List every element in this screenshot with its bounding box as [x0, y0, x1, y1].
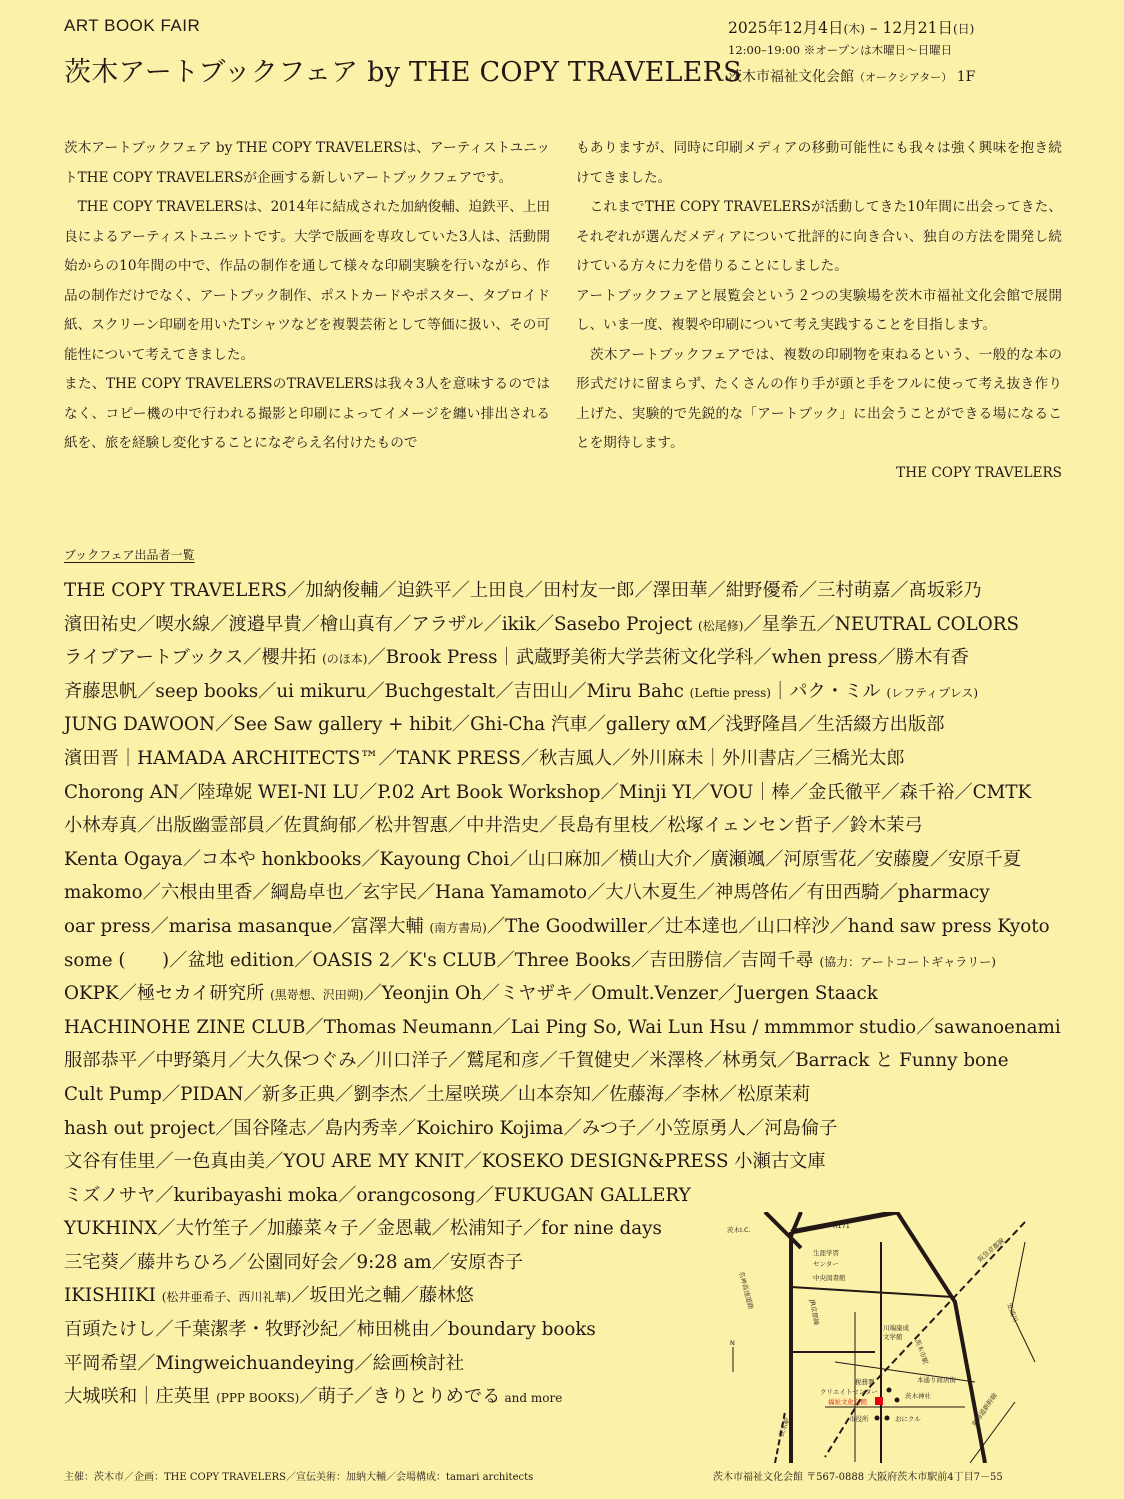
intro-paragraph: もありますが、同時に印刷メディアの移動可能性にも我々は強く興味を抱き続けてきました。	[576, 140, 1062, 186]
date-separator: –	[869, 19, 878, 37]
map-label-expwy: 名神高速道路	[737, 1270, 755, 1311]
intro-paragraph: THE COPY TRAVELERSは、2014年に結成された加納俊輔、迫鉄平、上田良によるアーティストユニットです。大学で版画を専攻していた3人は、活動開始からの10年間の中で、作品の制作を通して様々な印刷実験を行いながら、作品の制作だけでなく、アートブック制作、ポストカードやポスター、タブロイド紙、スクリーン印刷を用いたTシャツなどを複製芸術として等価に扱い、その可能性について考えてきました。	[64, 199, 550, 363]
exhibitor-text: ｜パク・ミル	[770, 680, 887, 702]
intro-paragraph: 茨木アートブックフェアでは、複数の印刷物を束ねるという、一般的な本の形式だけに留まらず、たくさんの作り手が頭と手をフルに使って考え抜き作り上げた、実験的で先鋭的な「アートブック」に出会うことができる場になることを期待します。	[576, 346, 1062, 451]
exhibitor-text: makomo／六根由里香／綱島卓也／玄宇民／Hana Yamamoto／大八木夏生／神馬啓佑／有田西騎／pharmacy	[64, 882, 990, 904]
exhibitor-text: (松井亜希子、西川礼華)	[161, 1290, 292, 1305]
exhibitor-text: 濱田祐史／喫水線／渡邉早貴／檜山真有／アラザル／ikik／Sasebo Project	[64, 613, 699, 635]
exhibitor-text: HACHINOHE ZINE CLUB／Thomas Neumann／Lai Ping So, Wai Lun Hsu / mmmmor studio／sawanoenami	[64, 1016, 1061, 1038]
start-weekday: (木)	[843, 22, 865, 36]
exhibitor-text: (協力：アートコートギャラリー)	[819, 954, 996, 969]
exhibitor-text: (松尾修)	[698, 618, 744, 633]
map-label-ic: 茨木I.C.	[727, 1226, 751, 1234]
exhibitor-text: Cult Pump／PIDAN／新多正典／劉李杰／土屋咲瑛／山本奈知／佐藤海／李林／松原茉莉	[64, 1083, 811, 1105]
exhibitor-text: Kenta Ogaya／コ本や honkbooks／Kayoung Choi／山口麻加／横山大介／廣瀬颯／河原雪花／安藤慶／安原千夏	[64, 848, 1022, 870]
exhibitor-line	[64, 744, 1074, 778]
map-label-north: N	[730, 1339, 735, 1347]
map-label-okuru: おにクル	[895, 1415, 921, 1423]
exhibitor-line	[64, 912, 1074, 946]
intro-column-right	[576, 134, 1062, 488]
exhibitor-line	[64, 979, 1074, 1013]
exhibitor-line	[64, 710, 1074, 744]
and-more-note: and more	[504, 1391, 563, 1406]
exhibitor-text: 三宅葵／藤井ちひろ／公園同好会／9:28 am／安原杏子	[64, 1251, 524, 1273]
map-label-library: 中央図書館	[813, 1274, 846, 1282]
exhibitor-text: ／星拳五／NEUTRAL COLORS	[743, 613, 1020, 635]
exhibitor-text: 斉藤思帆／seep books／ui mikuru／Buchgestalt／吉田山／Miru Bahc	[64, 680, 690, 702]
map-label-shrine: 茨木神社	[905, 1392, 931, 1400]
address-detail: 〒567-0888 大阪府茨木市駅前4丁目7－55	[806, 1472, 1003, 1483]
map-label-create: クリエイトセンター	[820, 1388, 878, 1396]
access-map	[725, 1212, 1036, 1463]
footer-address	[713, 1468, 1003, 1483]
exhibitor-line	[64, 878, 1074, 912]
map-label-venue: 福祉文化会館	[828, 1398, 867, 1406]
map-dot-cityhall	[875, 1416, 880, 1421]
exhibitor-text: 濱田晋｜HAMADA ARCHITECTS™／TANK PRESS／秋吉風人／外川麻未｜外川書店／三橋光太郎	[64, 747, 905, 769]
date-start: 2025年12月4日	[728, 19, 844, 37]
map-label-cityhall: 市役所	[849, 1415, 869, 1423]
exhibitor-text: IKISHIIKI	[64, 1285, 162, 1307]
exhibitor-line	[64, 946, 1074, 980]
exhibitor-text: ／Brook Press｜武蔵野美術大学芸術文化学科／when press／勝木有香	[367, 647, 969, 669]
exhibitor-list-heading: ブックフェア出品者一覧	[64, 548, 195, 562]
map-label-kawabata1: 川端康成	[883, 1324, 909, 1332]
map-label-station-jr: 茨木駅	[777, 1416, 792, 1438]
map-label-lifelong: 生涯学習	[813, 1249, 839, 1257]
exhibitor-text: 服部恭平／中野築月／大久保つぐみ／川口洋子／鷲尾和彦／千賀健史／米澤柊／林勇気／Barrack と Funny bone	[64, 1050, 1009, 1072]
venue-sub: （オークシアター）	[854, 71, 953, 84]
map-label-shopping: 本通り商店街	[917, 1376, 956, 1384]
map-dot-shrine	[895, 1398, 900, 1403]
exhibitor-text: (PPP BOOKS)	[216, 1391, 300, 1406]
exhibitor-text: ライブアートブックス／櫻井拓	[64, 647, 323, 669]
event-dates	[728, 16, 974, 38]
map-label-station-hk: 茨木市駅	[913, 1337, 930, 1366]
event-venue	[728, 66, 975, 86]
exhibitor-line	[64, 1147, 1074, 1181]
intro-signature: THE COPY TRAVELERS	[896, 464, 1062, 481]
exhibitor-line	[64, 1181, 1074, 1215]
exhibitor-line	[64, 811, 1074, 845]
end-weekday: (日)	[952, 22, 975, 36]
exhibitor-text: 大城咲和｜庄英里	[64, 1386, 217, 1408]
exhibitor-text: 百頭たけし／千葉潔孝・牧野沙紀／柿田桃由／boundary books	[64, 1319, 596, 1341]
exhibitor-line	[64, 1080, 1074, 1114]
exhibitor-text: (南方書局)	[429, 920, 487, 935]
intro-paragraph: これまでTHE COPY TRAVELERSが活動してきた10年間に出会ってきた、それぞれが選んだメディアについて批評的に向き合い、独自の方法を開発し続けている方々に力を借りることにしました。	[576, 199, 1062, 274]
venue-floor: 1F	[956, 69, 976, 85]
map-river	[1011, 1242, 1035, 1362]
intro-column-left	[64, 134, 550, 459]
exhibitor-text: Chorong AN／陸瑋妮 WEI-NI LU／P.02 Art Book Workshop／Minji YI／VOU｜棒／金氏徹平／森千裕／CMTK	[64, 781, 1032, 803]
exhibitor-text: ミズノサヤ／kuribayashi moka／orangcosong／FUKUGAN GALLERY	[64, 1184, 691, 1206]
exhibitor-text: some ( )／盆地 edition／OASIS 2／K's CLUB／Three Books／吉田勝信／吉岡千尋	[64, 949, 820, 971]
exhibitor-text: YUKHINX／大竹笙子／加藤菜々子／金恩載／松浦知子／for nine days	[64, 1218, 662, 1240]
event-label: ART BOOK FAIR	[64, 16, 201, 35]
date-end: 12月21日	[882, 19, 953, 37]
exhibitor-line	[64, 778, 1074, 812]
exhibitor-text: JUNG DAWOON／See Saw gallery + hibit／Ghi-Cha 汽車／gallery αM／浅野隆昌／生活綴方出版部	[64, 714, 945, 736]
exhibitor-text: THE COPY TRAVELERS／加納俊輔／迫鉄平／上田良／田村友一郎／澤田華／紺野優希／三村萌嘉／髙坂彩乃	[64, 580, 982, 601]
map-venue-marker	[875, 1397, 883, 1405]
intro-paragraph: 茨木アートブックフェア by THE COPY TRAVELERSは、アーティストユニットTHE COPY TRAVELERSが企画する新しいアートブックフェアです。	[64, 140, 550, 186]
exhibitor-text: ／萌子／きりとりめでる	[299, 1386, 501, 1408]
map-label-kawabata2: 文学館	[883, 1333, 903, 1341]
venue-name: 茨木市福祉文化会館	[728, 69, 854, 85]
exhibitor-text: ／Yeonjin Oh／ミヤザキ／Omult.Venzer／Juergen Staack	[363, 983, 878, 1005]
exhibitor-line	[64, 1013, 1074, 1047]
map-label-rail-hankyu: 阪急京都線	[976, 1236, 1007, 1264]
map-dot-okuru	[885, 1416, 890, 1421]
address-venue-name: 茨木市福祉文化会館	[713, 1472, 803, 1483]
exhibitor-text: 平岡希望／Mingweichuandeying／絵画検討社	[64, 1352, 465, 1374]
exhibitor-text: oar press／marisa masanque／富澤大輔	[64, 915, 430, 937]
exhibitor-line	[64, 1046, 1074, 1080]
page-title: 茨木アートブックフェア by THE COPY TRAVELERS	[64, 57, 742, 88]
event-hours: 12:00–19:00 ※オープンは木曜日〜日曜日	[728, 43, 953, 57]
exhibitor-line	[64, 643, 1074, 677]
exhibitor-text: 小林寿真／出版幽霊部員／佐貫絢郁／松井智惠／中井浩史／長島有里枝／松塚イェンセン哲子／鈴木茉弓	[64, 815, 923, 837]
footer-credits: 主催：茨木市／企画：THE COPY TRAVELERS／宣伝美術：加納大輔／会場構成：tamari architects	[64, 1472, 534, 1483]
map-dot-tax	[887, 1388, 892, 1393]
exhibitor-line	[64, 576, 1074, 610]
exhibitor-text: ／The Goodwiller／辻本達也／山口梓沙／hand saw press Kyoto	[486, 915, 1050, 937]
map-label-tax: 税務署	[855, 1378, 875, 1386]
exhibitor-line	[64, 1114, 1074, 1148]
exhibitor-text: hash out project／国谷隆志／島内秀幸／Koichiro Kojima／みつ子／小笠原勇人／河島倫子	[64, 1117, 838, 1139]
exhibitor-text: 文谷有佳里／一色真由美／YOU ARE MY KNIT／KOSEKO DESIGN&PRESS 小瀬古文庫	[64, 1151, 826, 1173]
exhibitor-line	[64, 610, 1074, 644]
exhibitor-text: (Leftie press)	[689, 685, 771, 700]
exhibitor-line	[64, 677, 1074, 711]
map-label-shinkansen: 東海道新幹線	[970, 1391, 1000, 1429]
map-label-route: R171	[833, 1222, 850, 1230]
exhibitor-text: ／坂田光之輔／藤林悠	[291, 1285, 474, 1307]
intro-paragraph: アートブックフェアと展覧会という２つの実験場を茨木市福祉文化会館で展開し、いま一度、複製や印刷について考え実践することを目指します。	[576, 287, 1062, 333]
exhibitor-text: OKPK／極セカイ研究所	[64, 983, 271, 1005]
map-label-lifelong2: センター	[813, 1260, 839, 1268]
map-label-jr: JR京都線	[808, 1298, 821, 1326]
map-label-river: 安威川	[1005, 1301, 1020, 1324]
exhibitor-text: (黒嵜想、沢田朔)	[270, 988, 364, 1003]
exhibitor-text: (レフティプレス)	[886, 685, 979, 700]
exhibitor-text: (のほ本)	[322, 652, 368, 667]
intro-paragraph: また、THE COPY TRAVELERSのTRAVELERSは我々3人を意味するのではなく、コピー機の中で行われる撮影と印刷によってイメージを纏い排出される紙を、旅を経験し変化することになぞらえ名付けたもので	[64, 376, 550, 451]
exhibitor-line	[64, 845, 1074, 879]
